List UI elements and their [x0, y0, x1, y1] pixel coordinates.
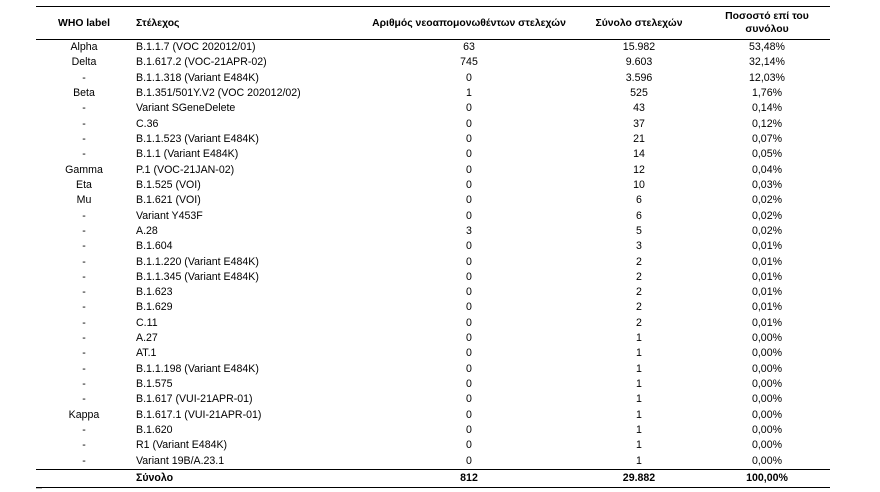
percent-cell: 0,00% — [751, 423, 783, 436]
table-row — [36, 316, 830, 331]
new-isolates-cell: 0 — [466, 71, 472, 84]
who-label-cell: - — [82, 286, 86, 299]
table-row — [36, 300, 830, 315]
total-strains-cell: 1 — [636, 347, 642, 360]
strain-cell: Variant Y453F — [136, 209, 203, 222]
percent-cell: 0,01% — [751, 255, 783, 268]
new-isolates-cell: 0 — [466, 148, 472, 161]
strain-cell: B.1.1.7 (VOC 202012/01) — [136, 41, 256, 54]
new-isolates-cell: 0 — [466, 102, 472, 115]
total-strains-cell: 1 — [636, 454, 642, 467]
total-strains-cell: 1 — [636, 332, 642, 345]
strain-cell: AT.1 — [136, 347, 157, 360]
new-isolates-cell: 1 — [466, 87, 472, 100]
percent-cell: 0,02% — [751, 209, 783, 222]
total-strains-cell: 3 — [636, 240, 642, 253]
strain-cell: P.1 (VOC-21JAN-02) — [136, 163, 235, 176]
strain-cell: B.1.575 — [136, 378, 173, 391]
strain-cell: B.1.1.345 (Variant E484K) — [136, 270, 259, 283]
total-strains-cell: 1 — [636, 423, 642, 436]
strain-cell: B.1.604 — [136, 240, 173, 253]
who-label-cell: - — [82, 316, 86, 329]
total-strains-cell: 1 — [636, 393, 642, 406]
new-isolates-cell: 0 — [466, 117, 472, 130]
document-page — [36, 6, 830, 488]
percent-cell: 0,03% — [751, 178, 783, 191]
table-row — [36, 147, 830, 162]
total-strains-cell: 1 — [636, 408, 642, 421]
who-label-cell: - — [82, 148, 86, 161]
variants-table — [36, 6, 830, 488]
total-strains-cell: 1 — [636, 439, 642, 452]
total-strains-cell: 525 — [630, 87, 648, 100]
total-strains-cell: 12 — [633, 163, 645, 176]
percent-cell: 0,01% — [751, 316, 783, 329]
strain-cell: B.1.623 — [136, 286, 173, 299]
total-label-cell: Σύνολο — [136, 472, 174, 485]
table-row — [36, 40, 830, 56]
total-strains-cell: 21 — [633, 133, 645, 146]
new-isolates-cell: 0 — [466, 163, 472, 176]
percent-cell: 0,00% — [751, 393, 783, 406]
table-row — [36, 362, 830, 377]
total-strains-cell: 29.882 — [622, 472, 656, 485]
percent-cell: 0,04% — [751, 163, 783, 176]
strain-cell: Variant 19B/A.23.1 — [136, 454, 225, 467]
header-percent: Ποσοστό επί του συνόλου — [725, 11, 809, 35]
table-row — [36, 178, 830, 193]
percent-cell: 0,07% — [751, 133, 783, 146]
new-isolates-cell: 0 — [466, 301, 472, 314]
percent-cell: 0,00% — [751, 408, 783, 421]
who-label-cell: Beta — [73, 87, 95, 100]
new-isolates-cell: 0 — [466, 316, 472, 329]
page-edge-mark — [36, 488, 42, 489]
total-strains-cell: 14 — [633, 148, 645, 161]
total-strains-cell: 5 — [636, 224, 642, 237]
who-label-cell: - — [82, 117, 86, 130]
table-row — [36, 331, 830, 346]
percent-cell: 0,01% — [751, 286, 783, 299]
table-row — [36, 55, 830, 70]
total-who-cell — [36, 469, 132, 487]
percent-cell: 1,76% — [751, 87, 783, 100]
new-isolates-cell: 0 — [466, 408, 472, 421]
new-isolates-cell: 0 — [466, 393, 472, 406]
header-who-label: WHO label — [58, 17, 110, 29]
new-isolates-cell: 0 — [466, 270, 472, 283]
strain-cell: A.28 — [136, 224, 158, 237]
table-row — [36, 453, 830, 469]
strain-cell: B.1.617.1 (VUI-21APR-01) — [136, 408, 262, 421]
table-row — [36, 117, 830, 132]
percent-cell: 0,12% — [751, 117, 783, 130]
total-strains-cell: 9.603 — [625, 56, 653, 69]
table-row — [36, 392, 830, 407]
new-isolates-cell: 0 — [466, 286, 472, 299]
table-row — [36, 224, 830, 239]
total-strains-cell: 2 — [636, 255, 642, 268]
total-strains-cell: 10 — [633, 178, 645, 191]
table-body — [36, 40, 830, 470]
who-label-cell: - — [82, 393, 86, 406]
table-row — [36, 408, 830, 423]
new-isolates-cell: 745 — [460, 56, 478, 69]
total-strains-cell: 3.596 — [625, 71, 653, 84]
new-isolates-cell: 0 — [466, 133, 472, 146]
new-isolates-cell: 0 — [466, 178, 472, 191]
who-label-cell: - — [82, 209, 86, 222]
strain-cell: B.1.351/501Y.V2 (VOC 202012/02) — [136, 87, 301, 100]
table-row — [36, 163, 830, 178]
who-label-cell: Eta — [76, 178, 92, 191]
total-strains-cell: 6 — [636, 194, 642, 207]
who-label-cell: - — [82, 224, 86, 237]
who-label-cell: - — [82, 71, 86, 84]
table-row — [36, 423, 830, 438]
total-strains-cell: 43 — [633, 102, 645, 115]
percent-cell: 0,00% — [751, 454, 783, 467]
strain-cell: B.1.621 (VOI) — [136, 194, 201, 207]
total-strains-cell: 37 — [633, 117, 645, 130]
table-header-row — [36, 7, 830, 40]
total-strains-cell: 2 — [636, 316, 642, 329]
strain-cell: A.27 — [136, 332, 158, 345]
total-strains-cell: 6 — [636, 209, 642, 222]
strain-cell: C.11 — [136, 316, 158, 329]
who-label-cell: - — [82, 347, 86, 360]
percent-cell: 0,00% — [751, 378, 783, 391]
strain-cell: Variant SGeneDelete — [136, 102, 236, 115]
percent-cell: 0,00% — [751, 439, 783, 452]
who-label-cell: Alpha — [70, 41, 98, 54]
total-strains-cell: 1 — [636, 378, 642, 391]
strain-cell: B.1.1.523 (Variant E484K) — [136, 133, 259, 146]
header-new-isolates: Αριθμός νεοαπομονωθέντων στελεχών — [372, 17, 566, 29]
new-isolates-cell: 0 — [466, 439, 472, 452]
table-row — [36, 285, 830, 300]
percent-cell: 12,03% — [749, 71, 785, 84]
percent-cell: 32,14% — [749, 56, 785, 69]
table-total-row — [36, 469, 830, 487]
total-strains-cell: 2 — [636, 286, 642, 299]
new-isolates-cell: 0 — [466, 454, 472, 467]
strain-cell: B.1.1.220 (Variant E484K) — [136, 255, 259, 268]
who-label-cell: - — [82, 332, 86, 345]
new-isolates-cell: 0 — [466, 194, 472, 207]
new-isolates-cell: 63 — [463, 41, 475, 54]
table-row — [36, 239, 830, 254]
who-label-cell: - — [82, 362, 86, 375]
who-label-cell: - — [82, 133, 86, 146]
strain-cell: B.1.1 (Variant E484K) — [136, 148, 239, 161]
who-label-cell: - — [82, 439, 86, 452]
strain-cell: C.36 — [136, 117, 159, 130]
table-row — [36, 254, 830, 269]
who-label-cell: - — [82, 102, 86, 115]
strain-cell: B.1.620 — [136, 423, 173, 436]
new-isolates-cell: 0 — [466, 332, 472, 345]
total-strains-cell: 2 — [636, 270, 642, 283]
strain-cell: B.1.1.318 (Variant E484K) — [136, 71, 259, 84]
new-isolates-cell: 0 — [466, 240, 472, 253]
total-strains-cell: 15.982 — [622, 41, 656, 54]
strain-cell: B.1.629 — [136, 301, 173, 314]
percent-cell: 0,02% — [751, 194, 783, 207]
table-row — [36, 438, 830, 453]
who-label-cell: - — [82, 301, 86, 314]
who-label-cell: - — [82, 255, 86, 268]
percent-cell: 0,14% — [751, 102, 783, 115]
table-row — [36, 132, 830, 147]
table-row — [36, 208, 830, 223]
percent-cell: 0,01% — [751, 301, 783, 314]
new-isolates-cell: 3 — [466, 224, 472, 237]
new-isolates-cell: 0 — [466, 423, 472, 436]
strain-cell: B.1.617.2 (VOC-21APR-02) — [136, 56, 267, 69]
header-strain: Στέλεχος — [136, 17, 180, 29]
new-isolates-cell: 0 — [466, 209, 472, 222]
table-row — [36, 270, 830, 285]
strain-cell: B.1.1.198 (Variant E484K) — [136, 362, 259, 375]
new-isolates-cell: 0 — [466, 347, 472, 360]
table-row — [36, 346, 830, 361]
strain-cell: R1 (Variant E484K) — [136, 439, 228, 452]
strain-cell: B.1.525 (VOI) — [136, 178, 201, 191]
total-percent-cell: 100,00% — [746, 472, 788, 485]
percent-cell: 0,00% — [751, 362, 783, 375]
who-label-cell: - — [82, 423, 86, 436]
who-label-cell: - — [82, 378, 86, 391]
percent-cell: 0,02% — [751, 224, 783, 237]
new-isolates-cell: 0 — [466, 255, 472, 268]
percent-cell: 53,48% — [749, 41, 785, 54]
who-label-cell: - — [82, 240, 86, 253]
total-strains-cell: 2 — [636, 301, 642, 314]
new-isolates-cell: 0 — [466, 378, 472, 391]
table-row — [36, 71, 830, 86]
who-label-cell: Mu — [76, 194, 92, 207]
who-label-cell: Delta — [71, 56, 97, 69]
who-label-cell: Gamma — [65, 163, 103, 176]
percent-cell: 0,01% — [751, 240, 783, 253]
percent-cell: 0,00% — [751, 347, 783, 360]
new-isolates-cell: 0 — [466, 362, 472, 375]
who-label-cell: Kappa — [68, 408, 100, 421]
total-strains-cell: 1 — [636, 362, 642, 375]
table-row — [36, 193, 830, 208]
who-label-cell: - — [82, 454, 86, 467]
percent-cell: 0,00% — [751, 332, 783, 345]
table-row — [36, 377, 830, 392]
total-new-cell: 812 — [460, 472, 478, 485]
table-row — [36, 86, 830, 101]
who-label-cell: - — [82, 270, 86, 283]
percent-cell: 0,01% — [751, 270, 783, 283]
header-total-strains: Σύνολο στελεχών — [595, 17, 683, 29]
strain-cell: B.1.617 (VUI-21APR-01) — [136, 393, 253, 406]
table-row — [36, 101, 830, 116]
percent-cell: 0,05% — [751, 148, 783, 161]
